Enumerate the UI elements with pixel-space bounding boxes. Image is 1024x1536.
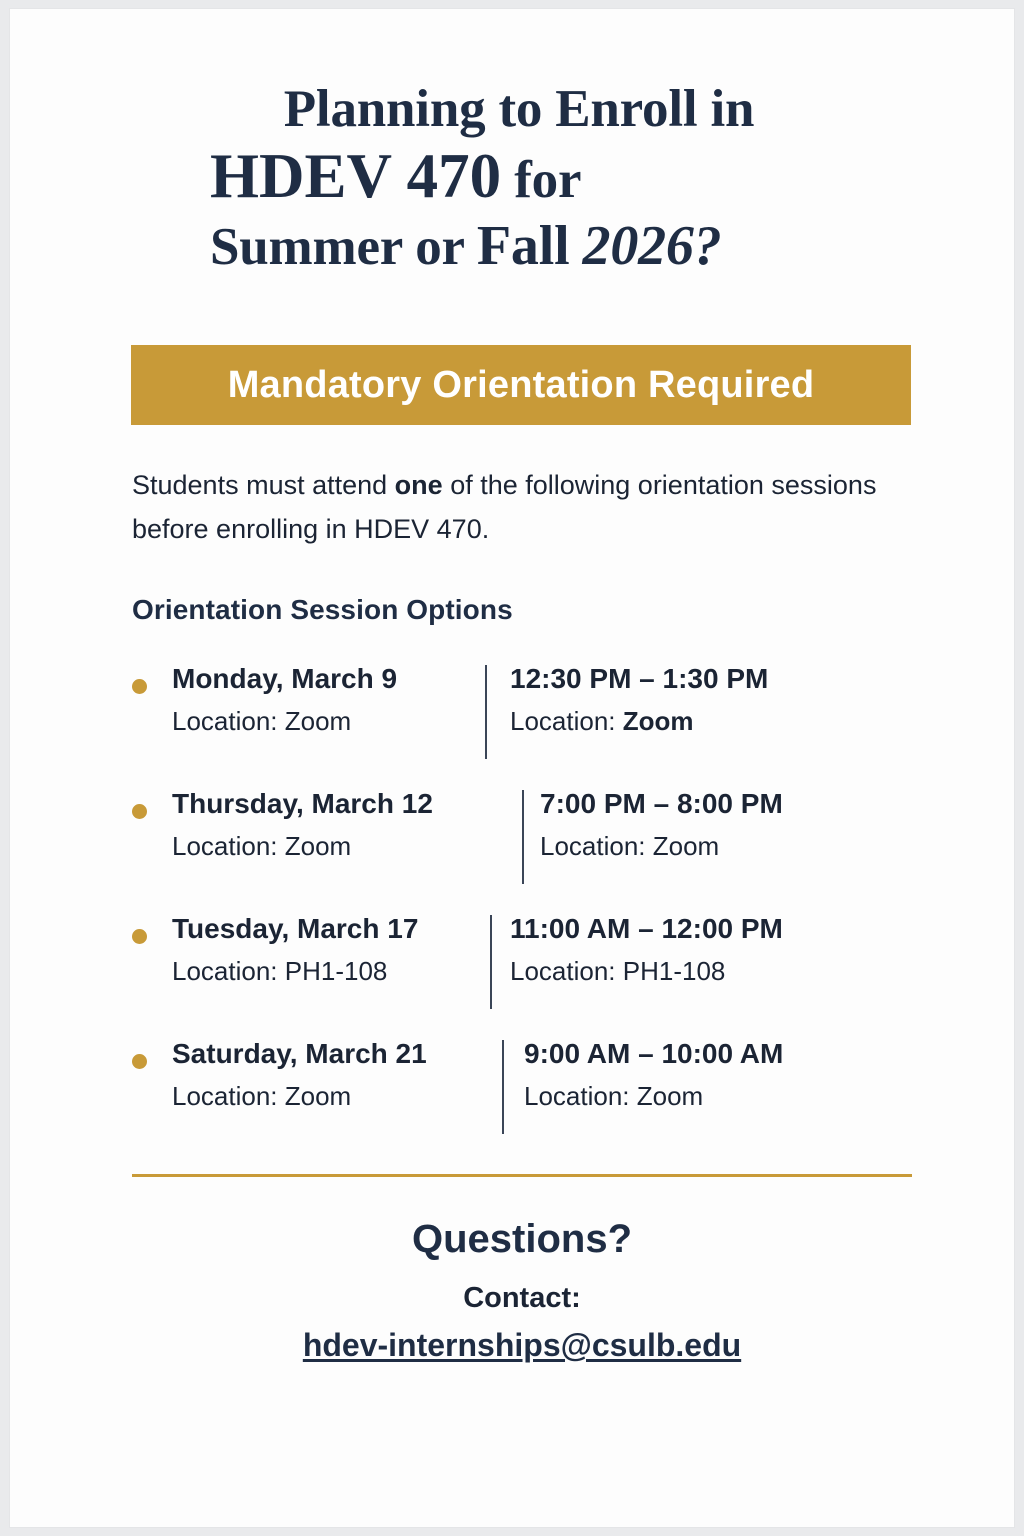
- title-year: 2026?: [582, 214, 722, 277]
- footer-contact-block: [122, 1217, 922, 1364]
- page-title: [122, 79, 922, 279]
- location-value: Zoom: [622, 705, 694, 736]
- column-divider: [490, 915, 492, 1009]
- location-label: Location:: [510, 705, 623, 736]
- session-location-left: [172, 1077, 427, 1116]
- title-line-2: [122, 140, 922, 213]
- intro-text-after: of the following orientation sessions before enrolling in HDEV 470.: [132, 470, 877, 544]
- intro-paragraph: [132, 464, 892, 551]
- location-value: PH1-108: [284, 955, 388, 986]
- contact-email-link[interactable]: hdev-internships@csulb.edu: [302, 1327, 742, 1363]
- session-date-column: [172, 1034, 427, 1116]
- session-time-column: [510, 659, 768, 741]
- session-row: [132, 659, 922, 784]
- session-time-column: [510, 909, 783, 991]
- title-course-code: HDEV 470: [210, 141, 502, 212]
- location-value: Zoom: [284, 830, 352, 861]
- session-row: [132, 784, 922, 909]
- bullet-icon: [132, 679, 147, 694]
- location-value: PH1-108: [622, 955, 726, 986]
- flyer-page: [10, 9, 1014, 1527]
- location-label: Location:: [172, 705, 285, 736]
- title-line-3-prefix: Summer or: [210, 217, 464, 276]
- location-value: Zoom: [284, 705, 352, 736]
- location-label: Location:: [172, 830, 285, 861]
- session-date: Monday, March 9: [172, 663, 398, 694]
- location-label: Location:: [172, 955, 285, 986]
- session-time: 12:30 PM – 1:30 PM: [510, 663, 769, 694]
- location-label: Location:: [540, 830, 653, 861]
- location-value: Zoom: [636, 1080, 704, 1111]
- session-time-column: [540, 784, 783, 866]
- session-date: Thursday, March 12: [172, 788, 433, 819]
- session-time: 9:00 AM – 10:00 AM: [524, 1038, 784, 1069]
- mandatory-orientation-banner: [131, 345, 911, 425]
- title-space-2: [569, 218, 582, 276]
- column-divider: [522, 790, 524, 884]
- location-label: Location:: [510, 955, 623, 986]
- questions-heading: Questions?: [411, 1217, 633, 1261]
- orientation-options-heading: Orientation Session Options: [132, 594, 513, 625]
- title-for-word: [501, 151, 514, 209]
- intro-emphasis: one: [394, 470, 443, 500]
- column-divider: [485, 665, 487, 759]
- location-label: Location:: [524, 1080, 637, 1111]
- session-location-left: [172, 702, 397, 741]
- session-date: Tuesday, March 17: [172, 913, 419, 944]
- session-time-column: [524, 1034, 783, 1116]
- session-location-left: [172, 952, 418, 991]
- bullet-icon: [132, 804, 147, 819]
- session-row: [132, 909, 922, 1034]
- title-line-2-suffix: for: [514, 151, 582, 210]
- orientation-sessions-list: [132, 659, 922, 1159]
- session-row: [132, 1034, 922, 1159]
- session-time: 11:00 AM – 12:00 PM: [510, 913, 783, 944]
- title-space: [464, 218, 477, 276]
- column-divider: [502, 1040, 504, 1134]
- session-date: Saturday, March 21: [172, 1038, 427, 1069]
- location-label: Location:: [172, 1080, 285, 1111]
- section-divider-rule: [132, 1174, 912, 1177]
- title-line-3: [122, 214, 922, 279]
- title-line-1: Planning to Enroll in: [283, 80, 755, 138]
- session-location-right: [524, 1077, 783, 1116]
- session-location-right: [510, 702, 768, 741]
- location-value: Zoom: [284, 1080, 352, 1111]
- banner-label: Mandatory Orientation Required: [227, 363, 815, 406]
- title-term: Fall: [476, 214, 570, 277]
- session-location-left: [172, 827, 433, 866]
- intro-text-before: Students must attend: [132, 470, 395, 500]
- session-date-column: [172, 659, 397, 741]
- session-date-column: [172, 909, 418, 991]
- bullet-icon: [132, 1054, 147, 1069]
- session-location-right: [510, 952, 783, 991]
- session-time: 7:00 PM – 8:00 PM: [540, 788, 783, 819]
- session-location-right: [540, 827, 783, 866]
- location-value: Zoom: [652, 830, 720, 861]
- bullet-icon: [132, 929, 147, 944]
- contact-label: Contact:: [463, 1282, 581, 1314]
- session-date-column: [172, 784, 433, 866]
